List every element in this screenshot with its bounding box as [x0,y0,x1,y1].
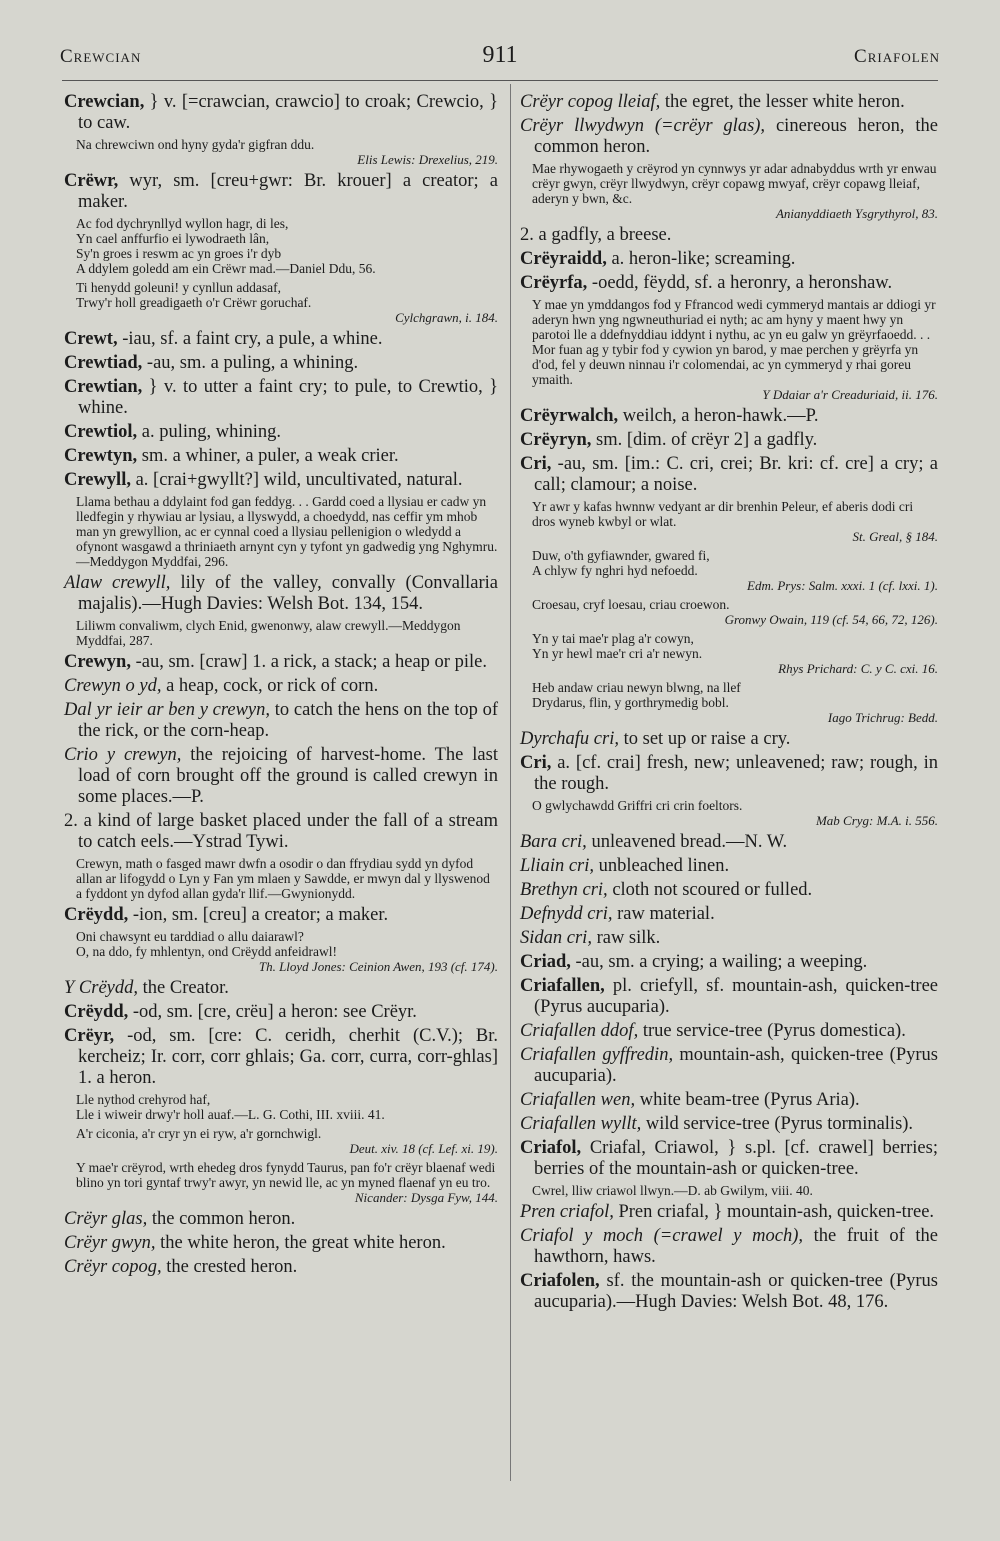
quote-attribution: Mab Cryg: M.A. i. 556. [815,813,938,828]
quote-text: Y mae'r crëyrod, wrth ehedeg dros fynydd Taurus, pan fo'r crëyr blaenaf wedi blino yn tori gyntaf trwy'r awyr, yn newid lle, ac yn myned flaenaf yn eu tro. [76,1160,499,1190]
quote-attribution: Deut. xiv. 18 (cf. Lef. xi. 19). [349,1141,498,1156]
phrase: Crëyr glas, [64,1209,148,1229]
quote-attribution: Th. Lloyd Jones: Ceinion Awen, 193 (cf. 174). [258,959,498,974]
quote-text: Yr awr y kafas hwnnw vedyant ar dir brenhin Peleur, ef aberis dodi cri dros wyneb kwbyl or wlat. [532,499,917,529]
quote-text: Llama bethau a ddylaint fod gan feddyg. . . Gardd coed a llysiau er cadw yn lledfegin y rhywiau ar lysiau, a llyswydd, a choedydd, nas ceffir ym mhob man yn grewyllion, ac er cynnal coed a llysiau pellenigion o wledydd a ofynont wasgawd a thriniaeth arnynt cyn y tyfont yn gadwedig yng Nghymru.—Meddygon Myddfai, 296. [76,494,498,569]
citation-quote [64,1126,498,1156]
quote-text: Y mae yn ymddangos fod y Ffrancod wedi cymmeryd mantais ar ddiogi yr aderyn hwn yng ngwneuthuriad ei nyth; ac am hyny y maent hwy yn parotoi lle a ddefnyddiau iddynt i nythu, ac yn eu galw yn grëyrfaoedd. . . Mor fuan ag y tybir fod y cywion yn barod, y mae perchen y grëyrfa yn d'od, fel y deuwn ninnau i'r colomendai, ac yn cymmeryd y rhai goreu ymaith. [532,297,940,387]
headword: Crëyr, [64,1026,115,1046]
headword: Crëyrwalch, [520,406,619,426]
sub-entry: Crëyr gwyn, the white heron, the great white heron. [64,1233,446,1253]
citation-quote [520,548,938,593]
sub-entry: Y Crëydd, the Creator. [64,978,229,998]
quote-text: Cwrel, lliw criawol llwyn.—D. ab Gwilym, viii. 40. [532,1183,813,1198]
dictionary-entry: Crëyraidd, a. heron-like; screaming. [520,249,796,269]
dictionary-entry: Crëwr, wyr, sm. [creu+gwr: Br. krouer] a creator; a maker. [64,171,498,212]
dictionary-entry: Crewtian, } v. to utter a faint cry; to pule, to Crewtio, } whine. [64,377,498,418]
phrase: Crio y crewyn, [64,745,182,765]
sub-entry: Brethyn cri, cloth not scoured or fulled. [520,880,813,900]
citation-quote [64,280,498,325]
headword: Crewtiad, [64,353,143,373]
sub-entry: Alaw crewyll, lily of the valley, convally (Convallaria majalis).—Hugh Davies: Welsh Bot. 134, 154. [64,573,498,614]
phrase: Bara cri, [520,832,587,852]
sub-entry: Sidan cri, raw silk. [520,928,661,948]
sub-entry: Crewyn o yd, a heap, cock, or rick of corn. [64,676,379,696]
phrase: Dal yr ieir ar ben y crewyn, [64,700,271,720]
citation-quote [64,856,498,901]
headword: Cri, [520,454,552,474]
quote-text: Liliwm convaliwm, clych Enid, gwenonwy, alaw crewyll.—Meddygon Myddfai, 287. [76,618,464,648]
dictionary-entry: Crëyryn, sm. [dim. of crëyr 2] a gadfly. [520,430,818,450]
sub-entry: 2. a gadfly, a breese. [520,225,672,245]
citation-quote [64,137,498,167]
headword: Crewyn, [64,652,131,672]
citation-quote [520,798,938,828]
sub-entry: Crio y crewyn, the rejoicing of harvest-home. The last load of corn brought off the ground is called crewyn in some places.—P. [64,745,498,807]
left-column [64,90,498,1530]
phrase: Alaw crewyll, [64,573,171,593]
sub-entry: Crëyr copog lleiaf, the egret, the lesser white heron. [520,92,905,112]
headword: Criafallen, [520,976,605,996]
dictionary-entry: Crëyrfa, -oedd, fëydd, sf. a heronry, a heronshaw. [520,273,893,293]
right-column [520,90,938,1530]
phrase: Criafallen wen, [520,1090,636,1110]
sub-entry: Dyrchafu cri, to set up or raise a cry. [520,729,791,749]
quote-attribution: Iago Trichrug: Bedd. [827,710,938,725]
sub-entry: Bara cri, unleavened bread.—N. W. [520,832,788,852]
dictionary-entry: Crëydd, -ion, sm. [creu] a creator; a maker. [64,905,389,925]
dictionary-entry: Crëyrwalch, weilch, a heron-hawk.—P. [520,406,819,426]
phrase: Crewyn o yd, [64,676,162,696]
dictionary-entry: Crewyll, a. [crai+gwyllt?] wild, uncultivated, natural. [64,470,463,490]
headword: Crëydd, [64,905,129,925]
citation-quote [64,1092,498,1122]
headword: Crewt, [64,329,118,349]
citation-quote [64,618,498,648]
dictionary-entry: Crëydd, -od, sm. [cre, crëu] a heron: see Crëyr. [64,1002,417,1022]
citation-quote [520,161,938,221]
citation-quote [520,1183,938,1198]
headword: Crëyraidd, [520,249,607,269]
quote-attribution: Y Ddaiar a'r Creaduriaid, ii. 176. [762,387,938,402]
headword: Cri, [520,753,552,773]
quote-text: Ti henydd goleuni! y cynllun addasaf, Trwy'r holl greadigaeth o'r Crëwr goruchaf. [76,280,312,310]
quote-attribution: Nicander: Dysga Fyw, 144. [354,1190,498,1205]
phrase: Sidan cri, [520,928,592,948]
sub-entry: Criafol y moch (=crawel y moch), the fruit of the hawthorn, haws. [520,1226,938,1267]
quote-text: Ac fod dychrynllyd wyllon hagr, di les, Yn cael anffurfio ei lywodraeth lân, Sy'n groes i reswm ac yn groes i'r dyb A ddylem goledd am ein Crëwr mad.—Daniel Ddu, 56. [76,216,376,276]
phrase: Criafallen gyffredin, [520,1045,674,1065]
quote-text: Duw, o'th gyfiawnder, gwared fi, A chlyw fy nghri hyd nefoedd. [532,548,710,578]
citation-quote [64,929,498,974]
dictionary-entry: Crewtiol, a. puling, whining. [64,422,282,442]
phrase: Criafallen ddof, [520,1021,639,1041]
citation-quote [520,631,938,676]
sub-entry: Lliain cri, unbleached linen. [520,856,730,876]
page-number: 911 [482,42,518,68]
header-rule [62,80,938,81]
phrase: Defnydd cri, [520,904,613,924]
citation-quote [520,499,938,544]
quote-text: Yn y tai mae'r plag a'r cowyn, Yn yr hewl mae'r cri a'r newyn. [532,631,703,661]
quote-text: A'r ciconia, a'r cryr yn ei ryw, a'r gornchwigl. [76,1126,322,1141]
quote-text: Lle nythod crehyrod haf, Lle i wiweir drwy'r holl auaf.—L. G. Cothi, III. xviii. 41. [76,1092,385,1122]
phrase: Crëyr copog, [64,1257,162,1277]
quote-text: Crewyn, math o fasged mawr dwfn a osodir o dan ffrydiau sydd yn dyfod allan ar lifogydd o Lyn y Fan ym mlaen y Sawdde, er mwyn dal y llyswenod a fyddont yn dyfod allan gyda'r llif.—Gwynionydd. [76,856,494,901]
header-right-guide-word: Criafolen [854,46,940,67]
dictionary-entry: Crëyr, -od, sm. [cre: C. ceridh, cherhit (C.V.); Br. kercheiz; Ir. corr, corr ghlais; Ga. corr, curra, corr-ghlas] 1. a heron. [64,1026,498,1088]
dictionary-entry: Crewt, -iau, sf. a faint cry, a pule, a whine. [64,329,383,349]
sub-entry: Crëyr glas, the common heron. [64,1209,296,1229]
headword: Criafol, [520,1138,582,1158]
phrase: Lliain cri, [520,856,595,876]
dictionary-entry: Cri, -au, sm. [im.: C. cri, crei; Br. kri: cf. cre] a cry; a call; clamour; a noise. [520,454,938,495]
quote-text: Na chrewciwn ond hyny gyda'r gigfran ddu. [76,137,315,152]
quote-text: Mae rhywogaeth y crëyrod yn cynnwys yr adar adnabyddus wrth yr enwau crëyr gwyn, crëyr llwydwyn, crëyr copawg mwyaf, crëyr copawg lleiaf, aderyn y bwn, &c. [532,161,940,206]
headword: Criad, [520,952,571,972]
headword: Crewcian, [64,92,145,112]
phrase: Criafol y moch (=crawel y moch), [520,1226,803,1246]
sub-entry: Crëyr copog, the crested heron. [64,1257,298,1277]
phrase: Crëyr llwydwyn (=crëyr glas), [520,116,766,136]
headword: Criafolen, [520,1271,600,1291]
sub-entry: Crëyr llwydwyn (=crëyr glas), cinereous heron, the common heron. [520,116,939,157]
dictionary-entry: Crewyn, -au, sm. [craw] 1. a rick, a stack; a heap or pile. [64,652,487,672]
sub-entry: Criafallen wyllt, wild service-tree (Pyrus torminalis). [520,1114,914,1134]
phrase: Pren criafol, [520,1202,614,1222]
sub-entry: Criafallen wen, white beam-tree (Pyrus Aria). [520,1090,860,1110]
headword: Crëyrfa, [520,273,588,293]
quote-attribution: Elis Lewis: Drexelius, 219. [357,152,498,167]
sub-entry: Dal yr ieir ar ben y crewyn, to catch the hens on the top of the rick, or the corn-heap. [64,700,498,741]
phrase: Brethyn cri, [520,880,608,900]
quote-text: Oni chawsynt eu tarddiad o allu daiarawl? O, na ddo, fy mhlentyn, ond Crëydd anfeidrawl! [76,929,337,959]
headword: Crewyll, [64,470,131,490]
phrase: Y Crëydd, [64,978,138,998]
sub-entry: Criafallen gyffredin, mountain-ash, quicken-tree (Pyrus aucuparia). [520,1045,938,1086]
dictionary-entry: Crewtiad, -au, sm. a puling, a whining. [64,353,359,373]
quote-attribution: Rhys Prichard: C. y C. cxi. 16. [778,661,938,676]
phrase: Dyrchafu cri, [520,729,619,749]
sub-entry: Pren criafol, Pren criafal, } mountain-ash, quicken-tree. [520,1202,935,1222]
citation-quote [64,216,498,276]
dictionary-entry: Criafolen, sf. the mountain-ash or quicken-tree (Pyrus aucuparia).—Hugh Davies: Welsh Bot. 48, 176. [520,1271,938,1312]
running-header [60,40,940,80]
headword: Crëyryn, [520,430,592,450]
phrase: Criafallen wyllt, [520,1114,642,1134]
sub-entry: 2. a kind of large basket placed under the fall of a stream to catch eels.—Ystrad Tywi. [64,811,498,852]
dictionary-entry: Criafallen, pl. criefyll, sf. mountain-ash, quicken-tree (Pyrus aucuparia). [520,976,938,1017]
sub-entry: Defnydd cri, raw material. [520,904,715,924]
column-divider [510,84,511,1481]
dictionary-entry: Criad, -au, sm. a crying; a wailing; a weeping. [520,952,868,972]
headword: Crewtiol, [64,422,138,442]
quote-text: Croesau, cryf loesau, criau croewon. [532,597,730,612]
quote-attribution: St. Greal, § 184. [852,529,938,544]
headword: Crëydd, [64,1002,129,1022]
headword: Crewtyn, [64,446,138,466]
citation-quote [64,1160,498,1205]
dictionary-entry: Crewtyn, sm. a whiner, a puler, a weak crier. [64,446,399,466]
quote-attribution: Edm. Prys: Salm. xxxi. 1 (cf. lxxi. 1). [747,578,938,593]
dictionary-entry: Crewcian, } v. [=crawcian, crawcio] to croak; Crewcio, } to caw. [64,92,498,133]
dictionary-entry: Cri, a. [cf. crai] fresh, new; unleavened; raw; rough, in the rough. [520,753,938,794]
sub-entry: Criafallen ddof, true service-tree (Pyrus domestica). [520,1021,906,1041]
phrase: Crëyr copog lleiaf, [520,92,661,112]
citation-quote [520,297,938,402]
citation-quote [64,494,498,569]
quote-attribution: Cylchgrawn, i. 184. [395,310,498,325]
quote-attribution: Gronwy Owain, 119 (cf. 54, 66, 72, 126). [724,612,938,627]
citation-quote [520,597,938,627]
quote-text: O gwlychawdd Griffri cri crin foeltors. [532,798,743,813]
quote-attribution: Anianyddiaeth Ysgrythyrol, 83. [775,206,938,221]
phrase: Crëyr gwyn, [64,1233,156,1253]
headword: Crewtian, [64,377,143,397]
quote-text: Heb andaw criau newyn blwng, na llef Drydarus, flin, y gorthrymedig bobl. [532,680,741,710]
header-left-guide-word: Crewcian [60,46,142,67]
citation-quote [520,680,938,725]
dictionary-entry: Criafol, Criafal, Criawol, } s.pl. [cf. crawel] berries; berries of the mountain-ash or quicken-tree. [520,1138,938,1179]
headword: Crëwr, [64,171,119,191]
